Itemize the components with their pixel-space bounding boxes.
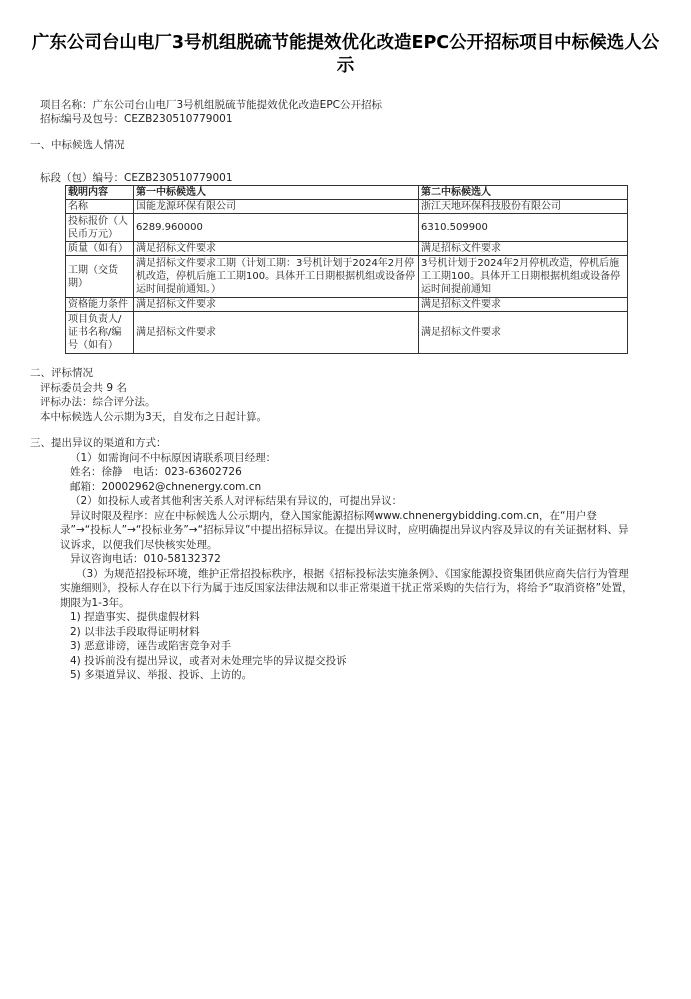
violation-list-item: 5) 多渠道异议、举报、投诉、上访的。 (70, 669, 253, 682)
objection-phone: 异议咨询电话：010-58132372 (70, 553, 221, 566)
table-cell: 国能龙源环保有限公司 (134, 200, 419, 214)
table-header-cell: 第二中标候选人 (419, 186, 628, 200)
section3 (30, 436, 691, 682)
table-cell: 6310.509900 (419, 214, 628, 242)
section2-heading: 二、评标情况 (30, 367, 93, 380)
table-cell: 满足招标文件要求 (419, 242, 628, 256)
committee-count: 评标委员会共 9 名 (40, 381, 127, 394)
violation-list-item: 4) 投诉前没有提出异议，或者对未处理完毕的异议提交投诉 (70, 654, 347, 667)
violation-list-item: 2) 以非法手段取得证明材料 (70, 625, 200, 638)
table-row (66, 312, 628, 354)
table-cell: 满足招标文件要求 (419, 312, 628, 354)
table-cell: 满足招标文件要求工期（计划工期：3号机计划于2024年2月停机改造，停机后施工工期100。具体开工日期根据机组或设备停运时间提前通知。） (134, 256, 419, 298)
publicity-period: 本中标候选人公示期为3天，自发布之日起计算。 (40, 410, 268, 423)
table-header-row (66, 186, 628, 200)
project-name: 项目名称：广东公司台山电厂3号机组脱硫节能提效优化改造EPC公开招标 (40, 98, 382, 111)
table-cell: 质量（如有） (66, 242, 134, 256)
contact-email: 邮箱：20002962@chnenergy.com.cn (70, 480, 262, 493)
tender-code: 招标编号及包号：CEZB230510779001 (40, 112, 233, 125)
evaluation-method: 评标办法：综合评分法。 (40, 396, 156, 409)
table-cell: 满足招标文件要求 (419, 298, 628, 312)
section1-heading: 一、中标候选人情况 (30, 139, 125, 152)
contact-name: 姓名：徐静 电话：023-63602726 (70, 466, 242, 479)
table-cell: 工期（交货期） (66, 256, 134, 298)
section3-heading: 三、提出异议的渠道和方式： (30, 437, 167, 450)
project-info (40, 98, 691, 127)
candidates-table (65, 185, 628, 354)
table-cell: 项目负责人/证书名称/编号（如有） (66, 312, 134, 354)
table-cell: 名称 (66, 200, 134, 214)
table-row (66, 298, 628, 312)
table-row (66, 256, 628, 298)
table-header-cell: 第一中标候选人 (134, 186, 419, 200)
table-row (66, 214, 628, 242)
table-cell: 资格能力条件 (66, 298, 134, 312)
table-cell: 3号机计划于2024年2月停机改造，停机后施工工期100。具体开工日期根据机组或设备停运时间提前通知 (419, 256, 628, 298)
violation-list-item: 1) 捏造事实、提供虚假材料 (70, 611, 200, 624)
table-cell: 浙江天地环保科技股份有限公司 (419, 200, 628, 214)
section2 (30, 366, 691, 424)
objection-item2: （2）如投标人或者其他利害关系人对评标结果有异议的，可提出异议： (70, 495, 403, 508)
table-cell: 投标报价（人民币万元） (66, 214, 134, 242)
objection-item1: （1）如需询问不中标原因请联系项目经理： (70, 451, 277, 464)
table-row (66, 200, 628, 214)
table-cell: 满足招标文件要求 (134, 298, 419, 312)
table-cell: 6289.960000 (134, 214, 419, 242)
objection-procedure: 异议时限及程序：应在中标候选人公示期内，登入国家能源招标网www.chnenergybidding.com.cn，在“用户登录”→“投标人”→“投标业务”→“招标异议”中提出招标异议。在提出异议时，应明确提出异议内容及异议的有关证据材料、异议诉求，以便我们尽快核实处理。 (60, 509, 629, 551)
table-cell: 满足招标文件要求 (134, 312, 419, 354)
violation-list-item: 3) 恶意诽谤，诬告或陷害竞争对手 (70, 640, 232, 653)
objection-item3: （3）为规范招投标环境，维护正常招投标秩序，根据《招标投标法实施条例》、《国家能源投资集团供应商失信行为管理实施细则》，投标人存在以下行为属于违反国家法律法规和以非正常渠道干扰正常采购的失信行为，将给予“取消资格”处置，期限为1-3年。 (60, 567, 633, 609)
table-row (66, 242, 628, 256)
table-cell: 满足招标文件要求 (134, 242, 419, 256)
table-header-cell: 载明内容 (66, 186, 134, 200)
lot-label: 标段（包）编号：CEZB230510779001 (40, 171, 233, 184)
page-title: 广东公司台山电厂3号机组脱硫节能提效优化改造EPC公开招标项目中标候选人公示 (31, 33, 660, 76)
